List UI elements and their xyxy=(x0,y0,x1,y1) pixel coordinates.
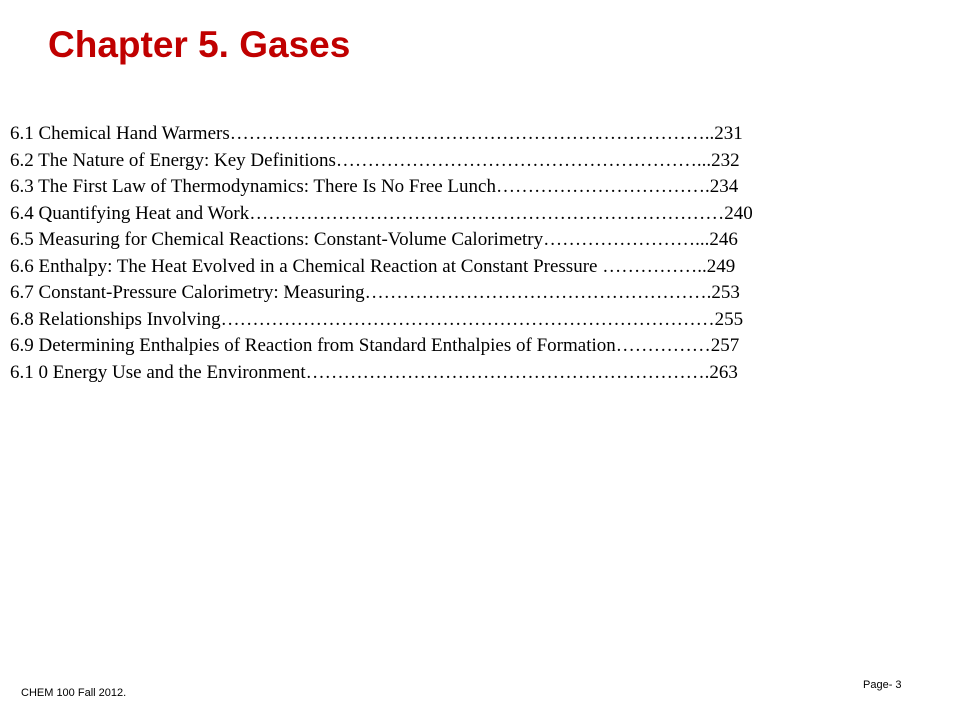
toc-entry: 6.5 Measuring for Chemical Reactions: Constant-Volume Calorimetry……………………...246 xyxy=(10,229,738,250)
course-footer: CHEM 100 Fall 2012. xyxy=(21,687,127,699)
page-number: Page- 3 xyxy=(863,679,902,691)
toc-entry: 6.8 Relationships Involving……………………………………………………………………255 xyxy=(10,308,744,330)
toc-entry: 6.7 Constant-Pressure Calorimetry: Measuring……………………………………………….253 xyxy=(10,282,740,303)
toc-entry: 6.1 0 Energy Use and the Environment……………………………………………………….263 xyxy=(10,361,738,383)
toc-entry: 6.2 The Nature of Energy: Key Definitions…………………………………………………...232 xyxy=(10,149,740,171)
toc-entry: 6.6 Enthalpy: The Heat Evolved in a Chemical Reaction at Constant Pressure ……………..249 xyxy=(10,255,736,277)
toc-entry: 6.3 The First Law of Thermodynamics: There Is No Free Lunch…………………………….234 xyxy=(10,176,739,197)
slide-title: Chapter 5. Gases xyxy=(48,24,351,65)
toc-entry: 6.4 Quantifying Heat and Work…………………………………………………………………240 xyxy=(10,202,753,224)
table-of-contents xyxy=(10,121,753,386)
toc-entry: 6.9 Determining Enthalpies of Reaction from Standard Enthalpies of Formation……………257 xyxy=(10,335,740,356)
toc-entry: 6.1 Chemical Hand Warmers…………………………………………………………………..231 xyxy=(10,123,743,144)
